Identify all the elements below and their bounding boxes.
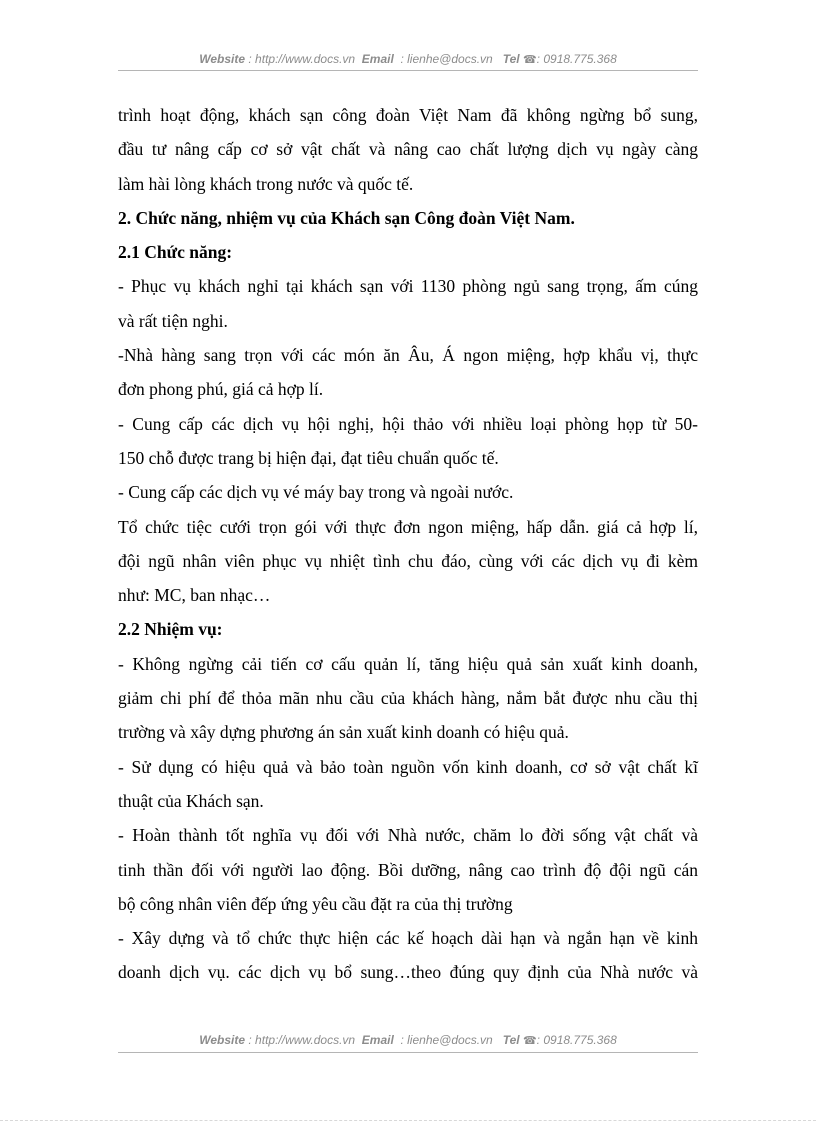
footer-email-value[interactable]: : lienhe@docs.vn — [400, 1033, 493, 1047]
function-item-line: đơn phong phú, giá cả hợp lí. — [118, 379, 324, 400]
header-email-value[interactable]: : lienhe@docs.vn — [400, 52, 493, 66]
function-item-line: như: MC, ban nhạc… — [118, 585, 271, 606]
task-item-line: trường và xây dựng phương án sản xuất kinh doanh có hiệu quả. — [118, 722, 569, 743]
footer-tel-label: Tel — [502, 1033, 520, 1047]
footer-divider — [118, 1052, 698, 1053]
header-tel-value: : 0918.775.368 — [536, 52, 617, 66]
page-boundary — [0, 1120, 816, 1121]
task-item-line: doanh dịch vụ. các dịch vụ bổ sung…theo đúng quy định của Nhà nước và — [118, 962, 698, 983]
function-item-line: -Nhà hàng sang trọn với các món ăn Âu, Á ngon miệng, hợp khẩu vị, thực — [118, 345, 698, 366]
phone-icon: ☎ — [522, 54, 537, 66]
task-item-line: thuật của Khách sạn. — [118, 790, 264, 811]
task-item-line: tinh thần đối với người lao động. Bồi dưỡng, nâng cao trình độ đội ngũ cán — [118, 859, 698, 880]
header-email-label: Email — [361, 52, 394, 66]
task-item-line: - Không ngừng cải tiến cơ cấu quản lí, tăng hiệu quả sản xuất kinh doanh, — [118, 653, 698, 674]
intro-paragraph-line: trình hoạt động, khách sạn công đoàn Việt Nam đã không ngừng bổ sung, — [118, 105, 698, 125]
function-item-line: và rất tiện nghi. — [118, 310, 228, 331]
task-item-line: - Sử dụng có hiệu quả và bảo toàn nguồn vốn kinh doanh, cơ sở vật chất kĩ — [118, 756, 698, 777]
task-item-line: - Xây dựng và tổ chức thực hiện các kế hoạch dài hạn và ngắn hạn về kinh — [118, 928, 698, 949]
intro-paragraph-line: làm hài lòng khách trong nước và quốc tế. — [118, 173, 414, 194]
function-item-line: - Cung cấp các dịch vụ vé máy bay trong và ngoài nước. — [118, 482, 514, 503]
header-website-value[interactable]: : http://www.docs.vn — [248, 52, 356, 66]
phone-icon: ☎ — [522, 1035, 537, 1047]
page-footer — [118, 1033, 698, 1047]
header-website-label: Website — [199, 52, 246, 66]
function-item-line: đội ngũ nhân viên phục vụ nhiệt tình chu đáo, cùng với các dịch vụ đi kèm — [118, 550, 698, 571]
header-divider — [118, 70, 698, 71]
document-body — [118, 98, 698, 990]
function-item-line: Tổ chức tiệc cưới trọn gói với thực đơn ngon miệng, hấp dẫn. giá cả hợp lí, — [118, 516, 698, 537]
function-item-line: - Cung cấp các dịch vụ hội nghị, hội thảo với nhiều loại phòng họp từ 50- — [118, 413, 698, 434]
page-header — [118, 52, 698, 66]
functions-heading: 2.1 Chức năng: — [118, 242, 233, 263]
function-item-line: - Phục vụ khách nghỉ tại khách sạn với 1130 phòng ngủ sang trọng, ấm cúng — [118, 276, 698, 297]
function-item-line: 150 chỗ được trang bị hiện đại, đạt tiêu chuẩn quốc tế. — [118, 447, 499, 468]
tasks-heading: 2.2 Nhiệm vụ: — [118, 619, 223, 640]
intro-paragraph-line: đầu tư nâng cấp cơ sở vật chất và nâng cao chất lượng dịch vụ ngày càng — [118, 139, 698, 160]
task-item-line: bộ công nhân viên đếp ứng yêu cầu đặt ra của thị trường — [118, 893, 513, 914]
footer-website-value[interactable]: : http://www.docs.vn — [248, 1033, 356, 1047]
section-title: 2. Chức năng, nhiệm vụ của Khách sạn Công đoàn Việt Nam. — [118, 207, 575, 228]
footer-tel-value: : 0918.775.368 — [536, 1033, 617, 1047]
header-tel-label: Tel — [502, 52, 520, 66]
task-item-line: - Hoàn thành tốt nghĩa vụ đối với Nhà nước, chăm lo đời sống vật chất và — [118, 825, 698, 846]
footer-email-label: Email — [361, 1033, 394, 1047]
task-item-line: giảm chi phí để thỏa mãn nhu cầu của khách hàng, nắm bắt được nhu cầu thị — [118, 688, 698, 709]
footer-website-label: Website — [199, 1033, 246, 1047]
